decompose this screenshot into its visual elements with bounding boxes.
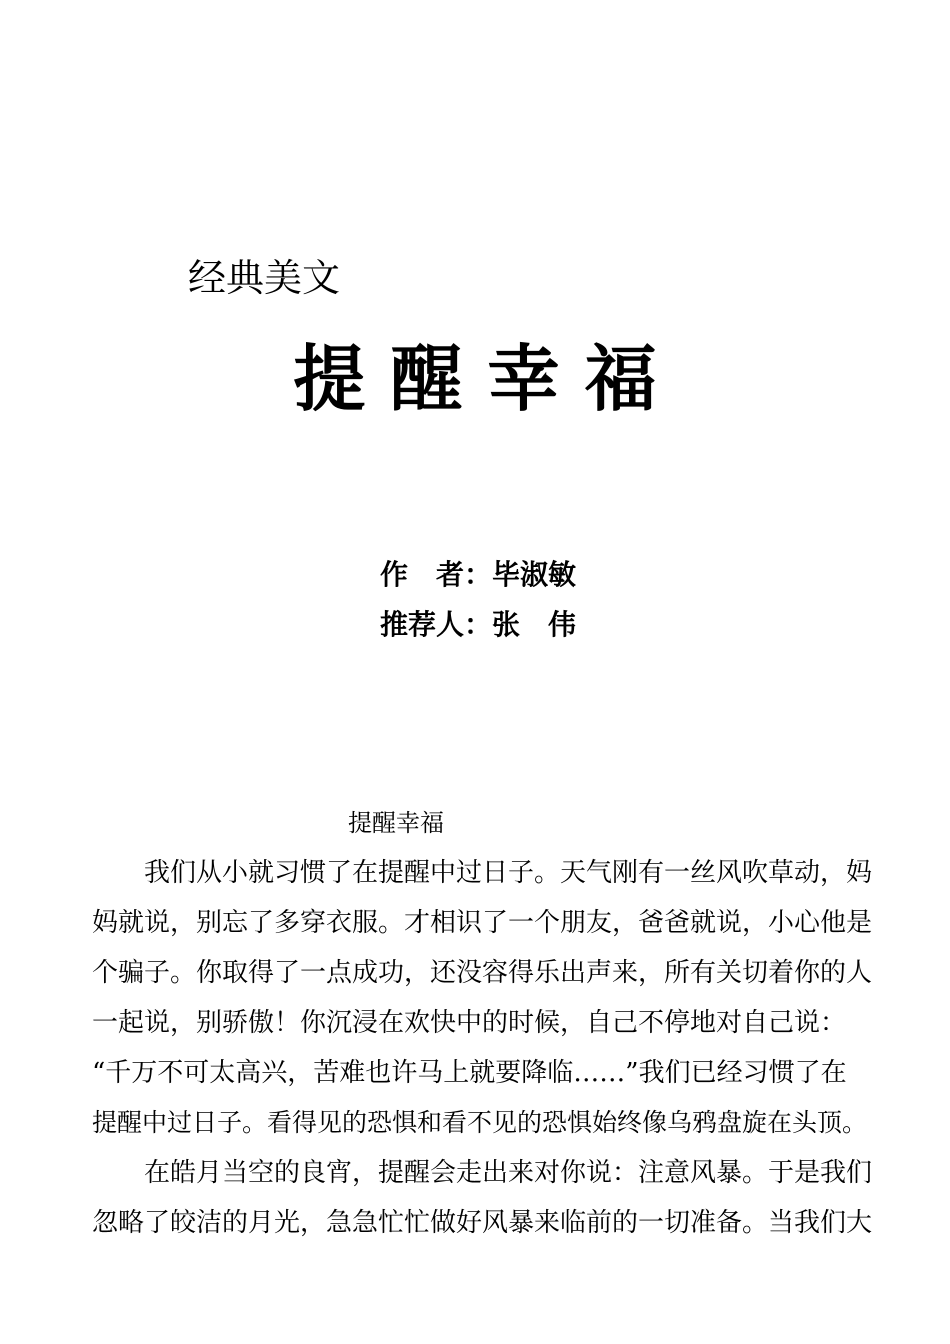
paragraph-line: 在皓月当空的良宵，提醒会走出来对你说：注意风暴。于是我们 (144, 1158, 873, 1188)
series-label: 经典美文 (188, 256, 341, 300)
paragraph-line: 提醒中过日子。看得见的恐惧和看不见的恐惧始终像乌鸦盘旋在头顶。 (92, 1108, 868, 1137)
paragraph-line: 个骗子。你取得了一点成功，还没容得乐出声来，所有关切着你的人 (92, 958, 873, 988)
article-heading: 提醒幸福 (348, 809, 444, 837)
paragraph-line: “千万不可太高兴，苦难也许马上就要降临……”我们已经习惯了在 (92, 1058, 847, 1088)
paragraph-line: 忽略了皎洁的月光，急急忙忙做好风暴来临前的一切准备。当我们大 (92, 1208, 873, 1238)
article-body (92, 855, 882, 1255)
recommender-line: 推荐人：张 伟 (380, 608, 577, 641)
author-line: 作 者：毕淑敏 (380, 558, 577, 591)
paragraph-line: 一起说，别骄傲！你沉浸在欢快中的时候，自己不停地对自己说： (92, 1008, 847, 1038)
paragraph-line: 我们从小就习惯了在提醒中过日子。天气刚有一丝风吹草动，妈 (144, 858, 873, 888)
page-title: 提 醒 幸 福 (293, 336, 657, 421)
paragraph-line: 妈就说，别忘了多穿衣服。才相识了一个朋友，爸爸就说，小心他是 (92, 908, 873, 938)
